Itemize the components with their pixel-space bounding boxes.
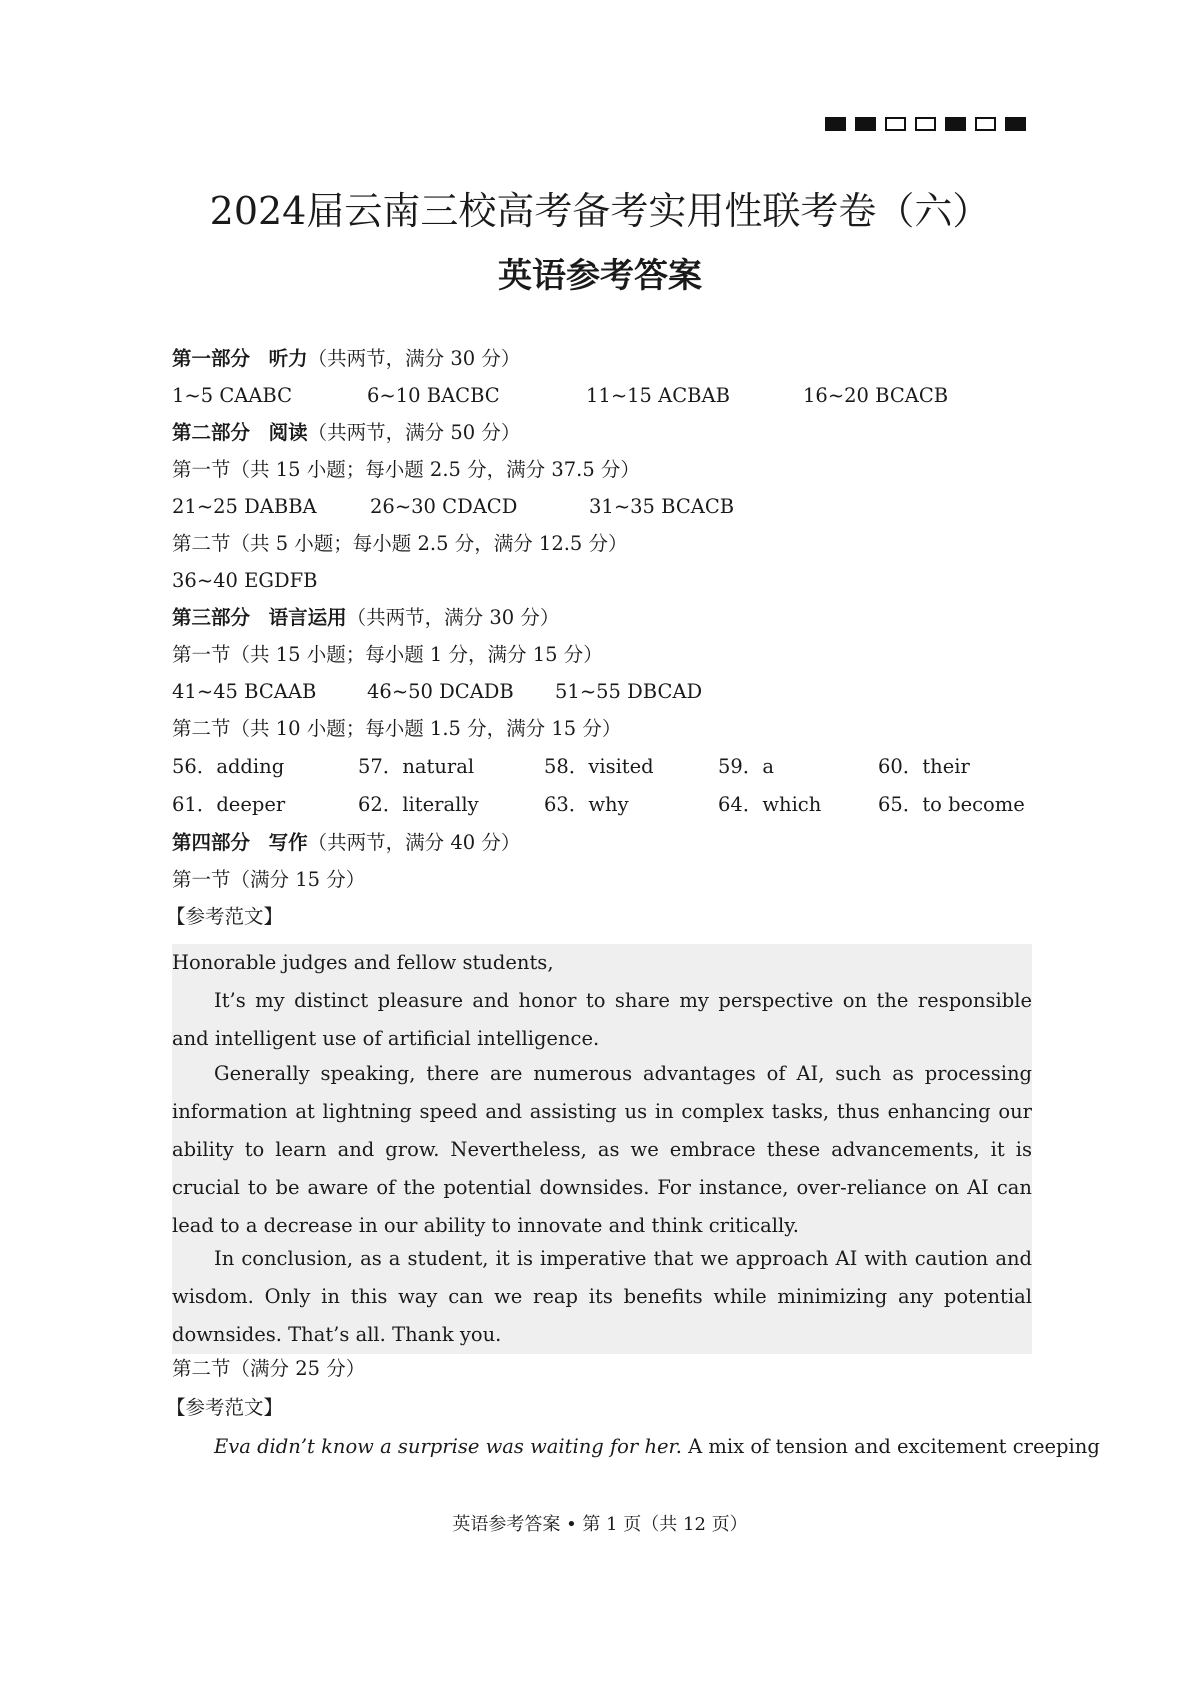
part-note: （共两节，满分 30 分） xyxy=(346,606,560,629)
answer-group: 21~25 DABBA xyxy=(172,495,317,518)
essay2-given-sentence: Eva didn’t know a surprise was waiting for her. xyxy=(214,1435,682,1458)
part2-sec1-answers xyxy=(172,488,1032,525)
document-subtitle: 英语参考答案 xyxy=(498,256,702,296)
fill-answer: 63．why xyxy=(544,793,629,816)
section-heading: 第二节（共 10 小题；每小题 1.5 分，满分 15 分） xyxy=(172,717,622,740)
part4-heading xyxy=(172,824,1032,861)
sample-label: 【参考范文】 xyxy=(166,905,284,928)
part-note: （共两节，满分 50 分） xyxy=(307,421,521,444)
fill-answer: 61．deeper xyxy=(172,793,286,816)
essay1-greeting: Honorable judges and fellow students, xyxy=(172,944,1032,982)
section-heading: 第一节（满分 15 分） xyxy=(172,868,366,891)
answer-group: 6~10 BACBC xyxy=(367,384,500,407)
answer-group: 11~15 ACBAB xyxy=(586,384,730,407)
part1-heading xyxy=(172,340,1032,377)
part3-sec1-answers xyxy=(172,673,1032,710)
part2-sec2-answers: 36~40 EGDFB xyxy=(172,569,318,592)
marker-square xyxy=(975,117,996,131)
answer-group: 31~35 BCACB xyxy=(589,495,735,518)
fill-answer: 59．a xyxy=(718,755,774,778)
part-name: 阅读 xyxy=(268,421,308,444)
fill-answers-row xyxy=(172,747,1032,786)
part2-heading xyxy=(172,414,1032,451)
marker-square xyxy=(855,117,876,131)
marker-square xyxy=(825,117,846,131)
fill-answer: 57．natural xyxy=(358,755,475,778)
section-heading: 第一节（共 15 小题；每小题 1 分，满分 15 分） xyxy=(172,643,603,666)
part1-answers xyxy=(172,377,1032,414)
part-label: 第四部分 xyxy=(172,831,251,854)
section-heading: 第二节（满分 25 分） xyxy=(172,1357,366,1380)
answer-group: 41~45 BCAAB xyxy=(172,680,317,703)
essay1-paragraph: In conclusion, as a student, it is imperative that we approach AI with caution and wisdom. Only in this way can we reap its benefits while minimizing any potential downsides. That’s all. Thank you. xyxy=(172,1240,1032,1354)
part-name: 写作 xyxy=(268,831,308,854)
section-heading: 第二节（共 5 小题；每小题 2.5 分，满分 12.5 分） xyxy=(172,532,628,555)
fill-answer: 60．their xyxy=(878,755,970,778)
section-heading: 第一节（共 15 小题；每小题 2.5 分，满分 37.5 分） xyxy=(172,458,640,481)
answer-group: 46~50 DCADB xyxy=(367,680,514,703)
essay1-paragraph: It’s my distinct pleasure and honor to share my perspective on the responsible and intelligent use of artificial intelligence. xyxy=(172,982,1032,1058)
marker-square xyxy=(945,117,966,131)
page-footer: 英语参考答案 • 第 1 页（共 12 页） xyxy=(452,1514,748,1535)
fill-answer: 65．to become xyxy=(878,793,1025,816)
header-marker-squares xyxy=(825,117,1026,131)
part-label: 第三部分 xyxy=(172,606,251,629)
part3-heading xyxy=(172,599,1032,636)
part-note: （共两节，满分 30 分） xyxy=(307,347,521,370)
fill-answer: 58．visited xyxy=(544,755,654,778)
marker-square xyxy=(1005,117,1026,131)
answer-group: 51~55 DBCAD xyxy=(555,680,703,703)
part-label: 第二部分 xyxy=(172,421,251,444)
part-note: （共两节，满分 40 分） xyxy=(307,831,521,854)
fill-answer: 64．which xyxy=(718,793,822,816)
sample-label: 【参考范文】 xyxy=(166,1396,284,1419)
fill-answer: 62．literally xyxy=(358,793,479,816)
part-name: 听力 xyxy=(268,347,308,370)
fill-answer: 56．adding xyxy=(172,755,285,778)
essay2-opening xyxy=(172,1428,1100,1466)
marker-square xyxy=(885,117,906,131)
part-name: 语言运用 xyxy=(268,606,347,629)
essay1-paragraph: Generally speaking, there are numerous advantages of AI, such as processing information at lightning speed and assisting us in complex tasks, thus enhancing our ability to learn and grow. Nevertheless, as we embrace these advancements, it is crucial to be aware of the potential downsides. For instance, over-reliance on AI can lead to a decrease in our ability to innovate and think critically. xyxy=(172,1055,1032,1245)
answer-key xyxy=(166,340,1032,935)
part-label: 第一部分 xyxy=(172,347,251,370)
answer-group: 1~5 CAABC xyxy=(172,384,293,407)
answer-group: 16~20 BCACB xyxy=(803,384,949,407)
essay2-continuation: A mix of tension and excitement creeping xyxy=(681,1435,1100,1458)
document-title: 2024届云南三校高考备考实用性联考卷（六） xyxy=(209,189,991,233)
marker-square xyxy=(915,117,936,131)
fill-answers-row xyxy=(172,786,1032,824)
answer-group: 26~30 CDACD xyxy=(370,495,518,518)
